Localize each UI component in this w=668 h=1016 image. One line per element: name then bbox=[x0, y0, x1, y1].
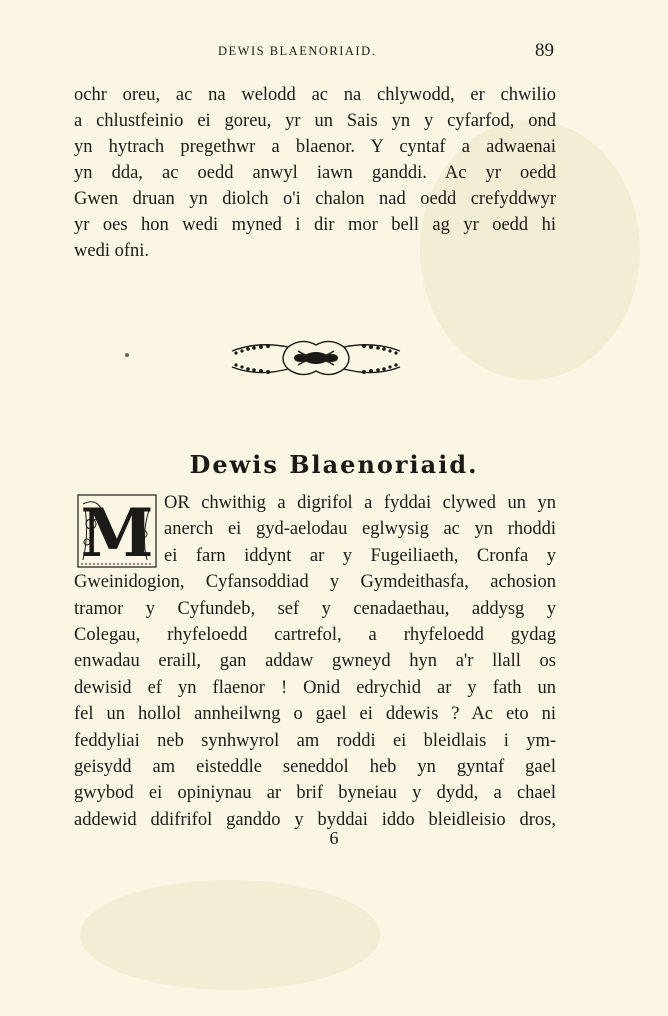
text-line: wedi ofni. bbox=[74, 241, 150, 261]
text-line: feddyliai neb synhwyrol am roddi ei bleidlais i ym- bbox=[74, 730, 556, 751]
text-line: a chlustfeinio ei goreu, yr un Sais yn y cyfarfod, ond bbox=[74, 111, 556, 131]
paper-stain bbox=[80, 880, 380, 990]
ink-speck bbox=[125, 353, 129, 357]
text-line: ei farn iddynt ar y Fugeiliaeth, Cronfa y bbox=[164, 545, 556, 566]
text-line: yr oes hon wedi myned i dir mor bell ag yr oedd hi bbox=[74, 215, 556, 235]
paragraph-1 bbox=[74, 82, 556, 264]
ornament-divider bbox=[228, 333, 404, 383]
text-line: Colegau, rhyfeloedd cartrefol, a rhyfeloedd gydag bbox=[74, 625, 556, 646]
section-heading: Dewis Blaenoriaid. bbox=[189, 450, 479, 479]
text-line: OR chwithig a digrifol a fyddai clywed un yn bbox=[164, 493, 556, 513]
text-line: Gwen druan yn diolch o'i chalon nad oedd crefyddwyr bbox=[74, 189, 556, 209]
text-line: addewid ddifrifol ganddo y byddai iddo bleidleisio dros, bbox=[74, 809, 556, 830]
signature-mark: 6 bbox=[329, 828, 339, 848]
text-line: yn hytrach pregethwr a blaenor. Y cyntaf a adwaenai bbox=[74, 137, 556, 157]
text-line: Gweinidogion, Cyfansoddiad y Gymdeithasfa, achosion bbox=[74, 572, 556, 593]
text-line: fel un hollol annheilwng o gael ei ddewis ? Ac eto ni bbox=[74, 704, 556, 725]
text-line: tramor y Cyfundeb, sef y cenadaethau, addysg y bbox=[74, 598, 556, 619]
text-line: anerch ei gyd-aelodau eglwysig ac yn rhoddi bbox=[164, 519, 556, 540]
text-line: geisydd am eisteddle seneddol heb yn gyntaf gael bbox=[74, 757, 556, 778]
text-line: yn dda, ac oedd anwyl iawn ganddi. Ac yr oedd bbox=[74, 163, 556, 183]
running-title: DEWIS BLAENORIAID. bbox=[218, 44, 377, 58]
text-line: enwadau eraill, gan addaw gwneyd hyn a'r llall os bbox=[74, 651, 556, 672]
paragraph-2 bbox=[74, 490, 556, 833]
dropcap-letter: M bbox=[80, 494, 154, 568]
text-line: ochr oreu, ac na welodd ac na chlywodd, er chwilio bbox=[74, 85, 556, 105]
text-line: dewisid ef yn flaenor ! Onid edrychid ar y fath un bbox=[74, 677, 556, 698]
text-line: gwybod ei opiniynau ar brif byneiau y dydd, a chael bbox=[74, 783, 556, 804]
page-number: 89 bbox=[535, 40, 554, 61]
